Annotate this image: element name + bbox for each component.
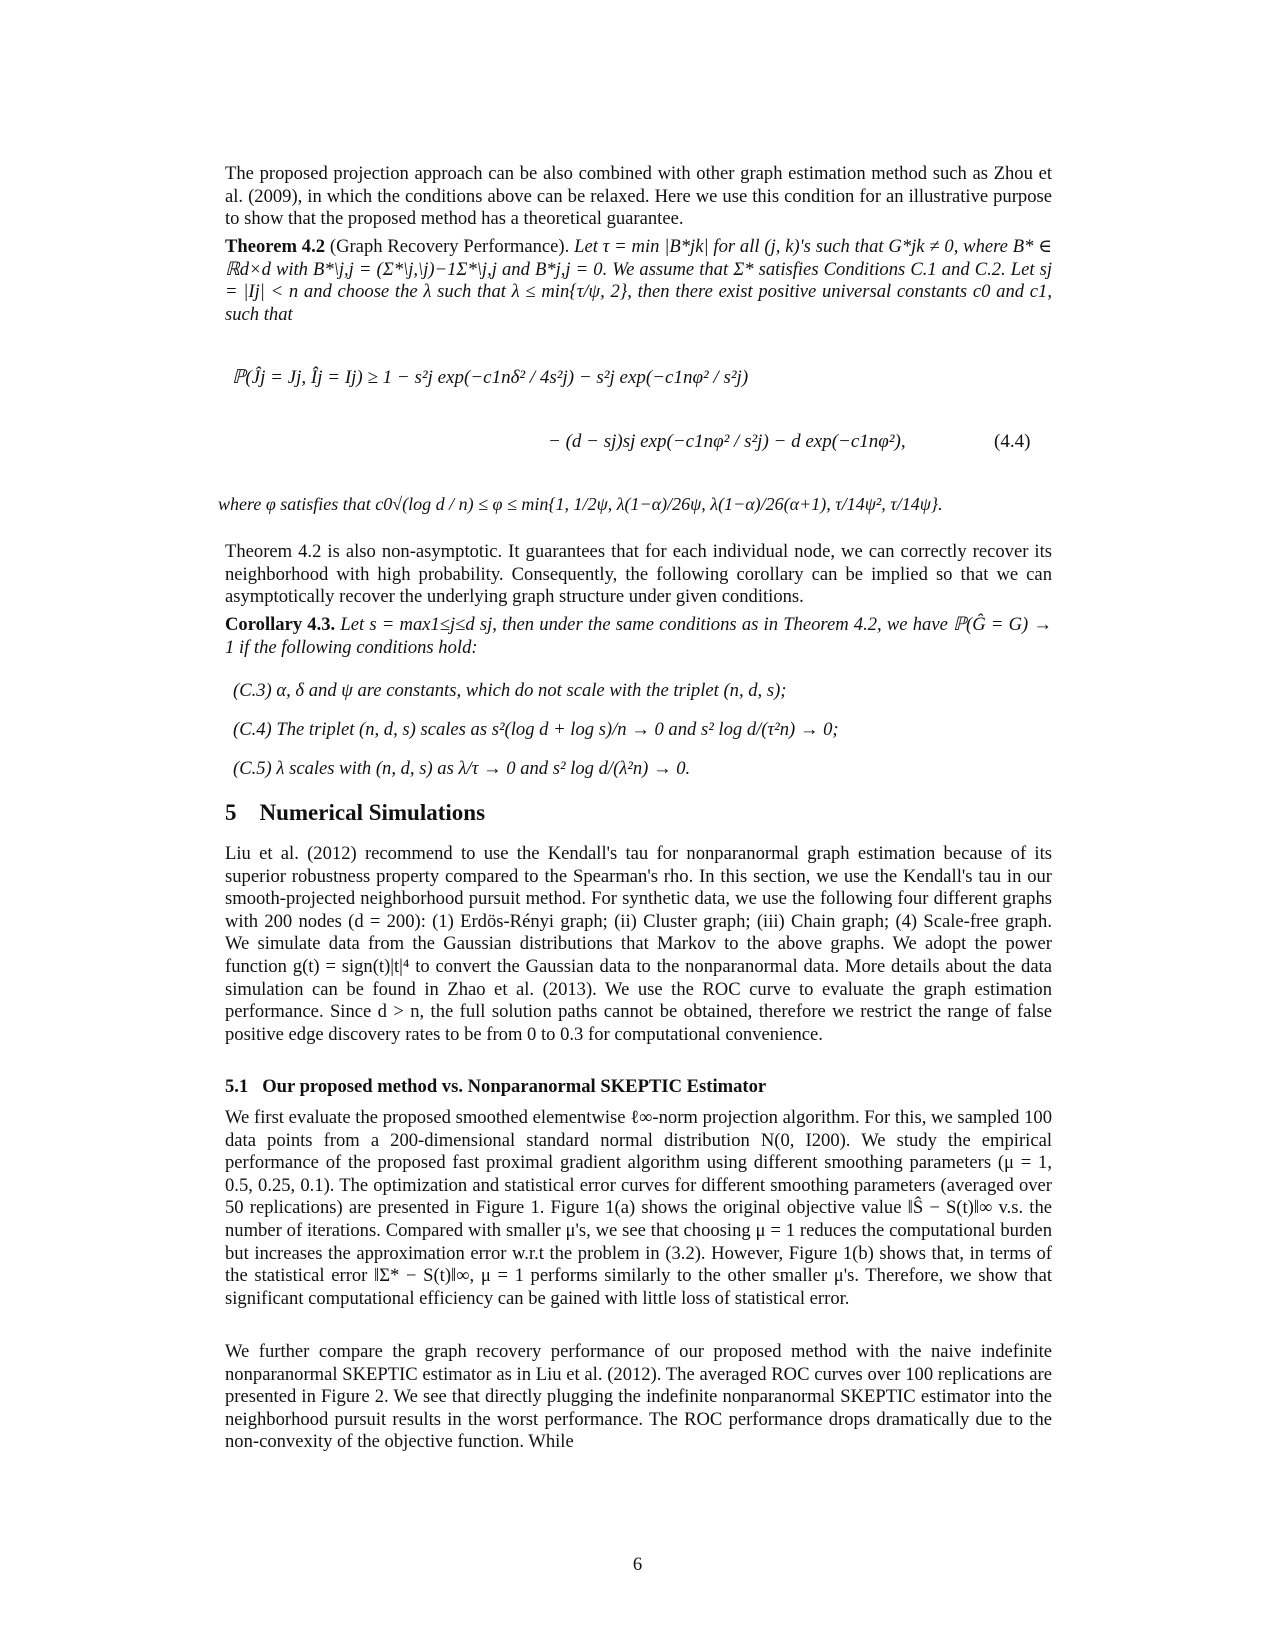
page-number: 6 <box>632 1554 643 1575</box>
section-5-1-heading <box>225 1076 766 1098</box>
intro-paragraph <box>225 163 1052 231</box>
section-5-1-number: 5.1 <box>225 1076 249 1097</box>
theorem-label: Theorem 4.2 <box>225 236 326 257</box>
corollary-4-3 <box>225 614 1052 659</box>
section-5-paragraph <box>225 843 1052 1046</box>
condition-c4: (C.4) The triplet (n, d, s) scales as s²(log d + log s)/n → 0 and s² log d/(τ²n) → 0; <box>233 719 839 740</box>
post-theorem-paragraph <box>225 541 1052 609</box>
section-5-1-paragraph-2 <box>225 1341 1052 1454</box>
theorem-4-2 <box>225 236 1052 326</box>
corollary-label: Corollary 4.3. <box>225 614 336 635</box>
equation-4-4-line2: − (d − sj)sj exp(−c1nφ² / s²j) − d exp(−c1nφ²), <box>548 431 906 452</box>
theorem-phi-condition: where φ satisfies that c0√(log d / n) ≤ φ ≤ min{1, 1/2ψ, λ(1−α)/26ψ, λ(1−α)/26(α+1), τ/14ψ², τ/14ψ}. <box>218 494 943 514</box>
condition-c5: (C.5) λ scales with (n, d, s) as λ/τ → 0 and s² log d/(λ²n) → 0. <box>233 758 691 779</box>
equation-4-4-line1: ℙ(Ĵj = Jj, Îj = Ij) ≥ 1 − s²j exp(−c1nδ² / 4s²j) − s²j exp(−c1nφ² / s²j) <box>232 367 749 388</box>
section-5-heading <box>225 800 485 826</box>
section-5-1-text-2: We further compare the graph recovery performance of our proposed method with the naive indefinite nonparanormal SKEPTIC estimator as in Liu et al. (2012). The averaged ROC curves over 100 replications are presented in Figure 2. We see that directly plugging the indefinite nonparanormal SKEPTIC estimator into the neighborhood pursuit results in the worst performance. The ROC performance drops dramatically due to the non-convexity of the objective function. While <box>225 1341 1052 1453</box>
condition-c3: (C.3) α, δ and ψ are constants, which do not scale with the triplet (n, d, s); <box>233 680 787 701</box>
section-5-1-title: Our proposed method vs. Nonparanormal SKEPTIC Estimator <box>262 1076 767 1097</box>
theorem-title: (Graph Recovery Performance). <box>329 236 570 257</box>
intro-text: The proposed projection approach can be also combined with other graph estimation method such as Zhou et al. (2009), in which the conditions above can be relaxed. Here we use this condition for an illustrative purpose to show that the proposed method has a theoretical guarantee. <box>225 163 1052 230</box>
section-5-title: Numerical Simulations <box>259 800 486 825</box>
section-5-1-text-1: We first evaluate the proposed smoothed elementwise ℓ∞-norm projection algorithm. For this, we sampled 100 data points from a 200-dimensional standard normal distribution N(0, I200). We study the empirical performance of the proposed fast proximal gradient algorithm using different smoothing parameters (μ = 1, 0.5, 0.25, 0.1). The optimization and statistical error curves for different smoothing parameters (averaged over 50 replications) are presented in Figure 1. Figure 1(a) shows the original objective value ‖Ŝ − S(t)‖∞ v.s. the number of iterations. Compared with smaller μ's, we see that choosing μ = 1 reduces the computational burden but increases the approximation error w.r.t the problem in (3.2). However, Figure 1(b) shows that, in terms of the statistical error ‖Σ* − S(t)‖∞, μ = 1 performs similarly to the other smaller μ's. Therefore, we show that significant computational efficiency can be gained with little loss of statistical error. <box>225 1107 1052 1309</box>
corollary-statement: Let s = max1≤j≤d sj, then under the same conditions as in Theorem 4.2, we have ℙ(Ĝ = G) → 1 if the following conditions hold: <box>225 614 1053 658</box>
section-5-text: Liu et al. (2012) recommend to use the Kendall's tau for nonparanormal graph estimation because of its superior robustness property compared to the Spearman's rho. In this section, we use the Kendall's tau in our smooth-projected neighborhood pursuit method. For synthetic data, we use the following four different graphs with 200 nodes (d = 200): (1) Erdös-Rényi graph; (ii) Cluster graph; (iii) Chain graph; (4) Scale-free graph. We simulate data from the Gaussian distributions that Markov to the above graphs. We adopt the power function g(t) = sign(t)|t|⁴ to convert the Gaussian data to the nonparanormal data. More details about the data simulation can be found in Zhao et al. (2013). We use the ROC curve to evaluate the graph estimation performance. Since d > n, the full solution paths cannot be obtained, therefore we restrict the range of false positive edge discovery rates to be from 0 to 0.3 for computational convenience. <box>225 843 1052 1045</box>
post-theorem-text: Theorem 4.2 is also non-asymptotic. It guarantees that for each individual node, we can correctly recover its neighborhood with high probability. Consequently, the following corollary can be implied so that we can asymptotically recover the underlying graph structure under given conditions. <box>225 541 1052 608</box>
equation-number: (4.4) <box>994 431 1031 452</box>
section-5-1-paragraph-1 <box>225 1107 1052 1310</box>
section-5-number: 5 <box>225 800 237 825</box>
theorem-statement: Let τ = min |B*jk| for all (j, k)'s such that G*jk ≠ 0, where B* ∈ ℝd×d with B*\j,j = (Σ*\j,\j)−1Σ*\j,j and B*j,j = 0. We assume that Σ* satisfies Conditions C.1 and C.2. Let sj = |Ij| < n and choose the λ such that λ ≤ min{τ/ψ, 2}, then there exist positive universal constants c0 and c1, such that <box>225 236 1052 325</box>
